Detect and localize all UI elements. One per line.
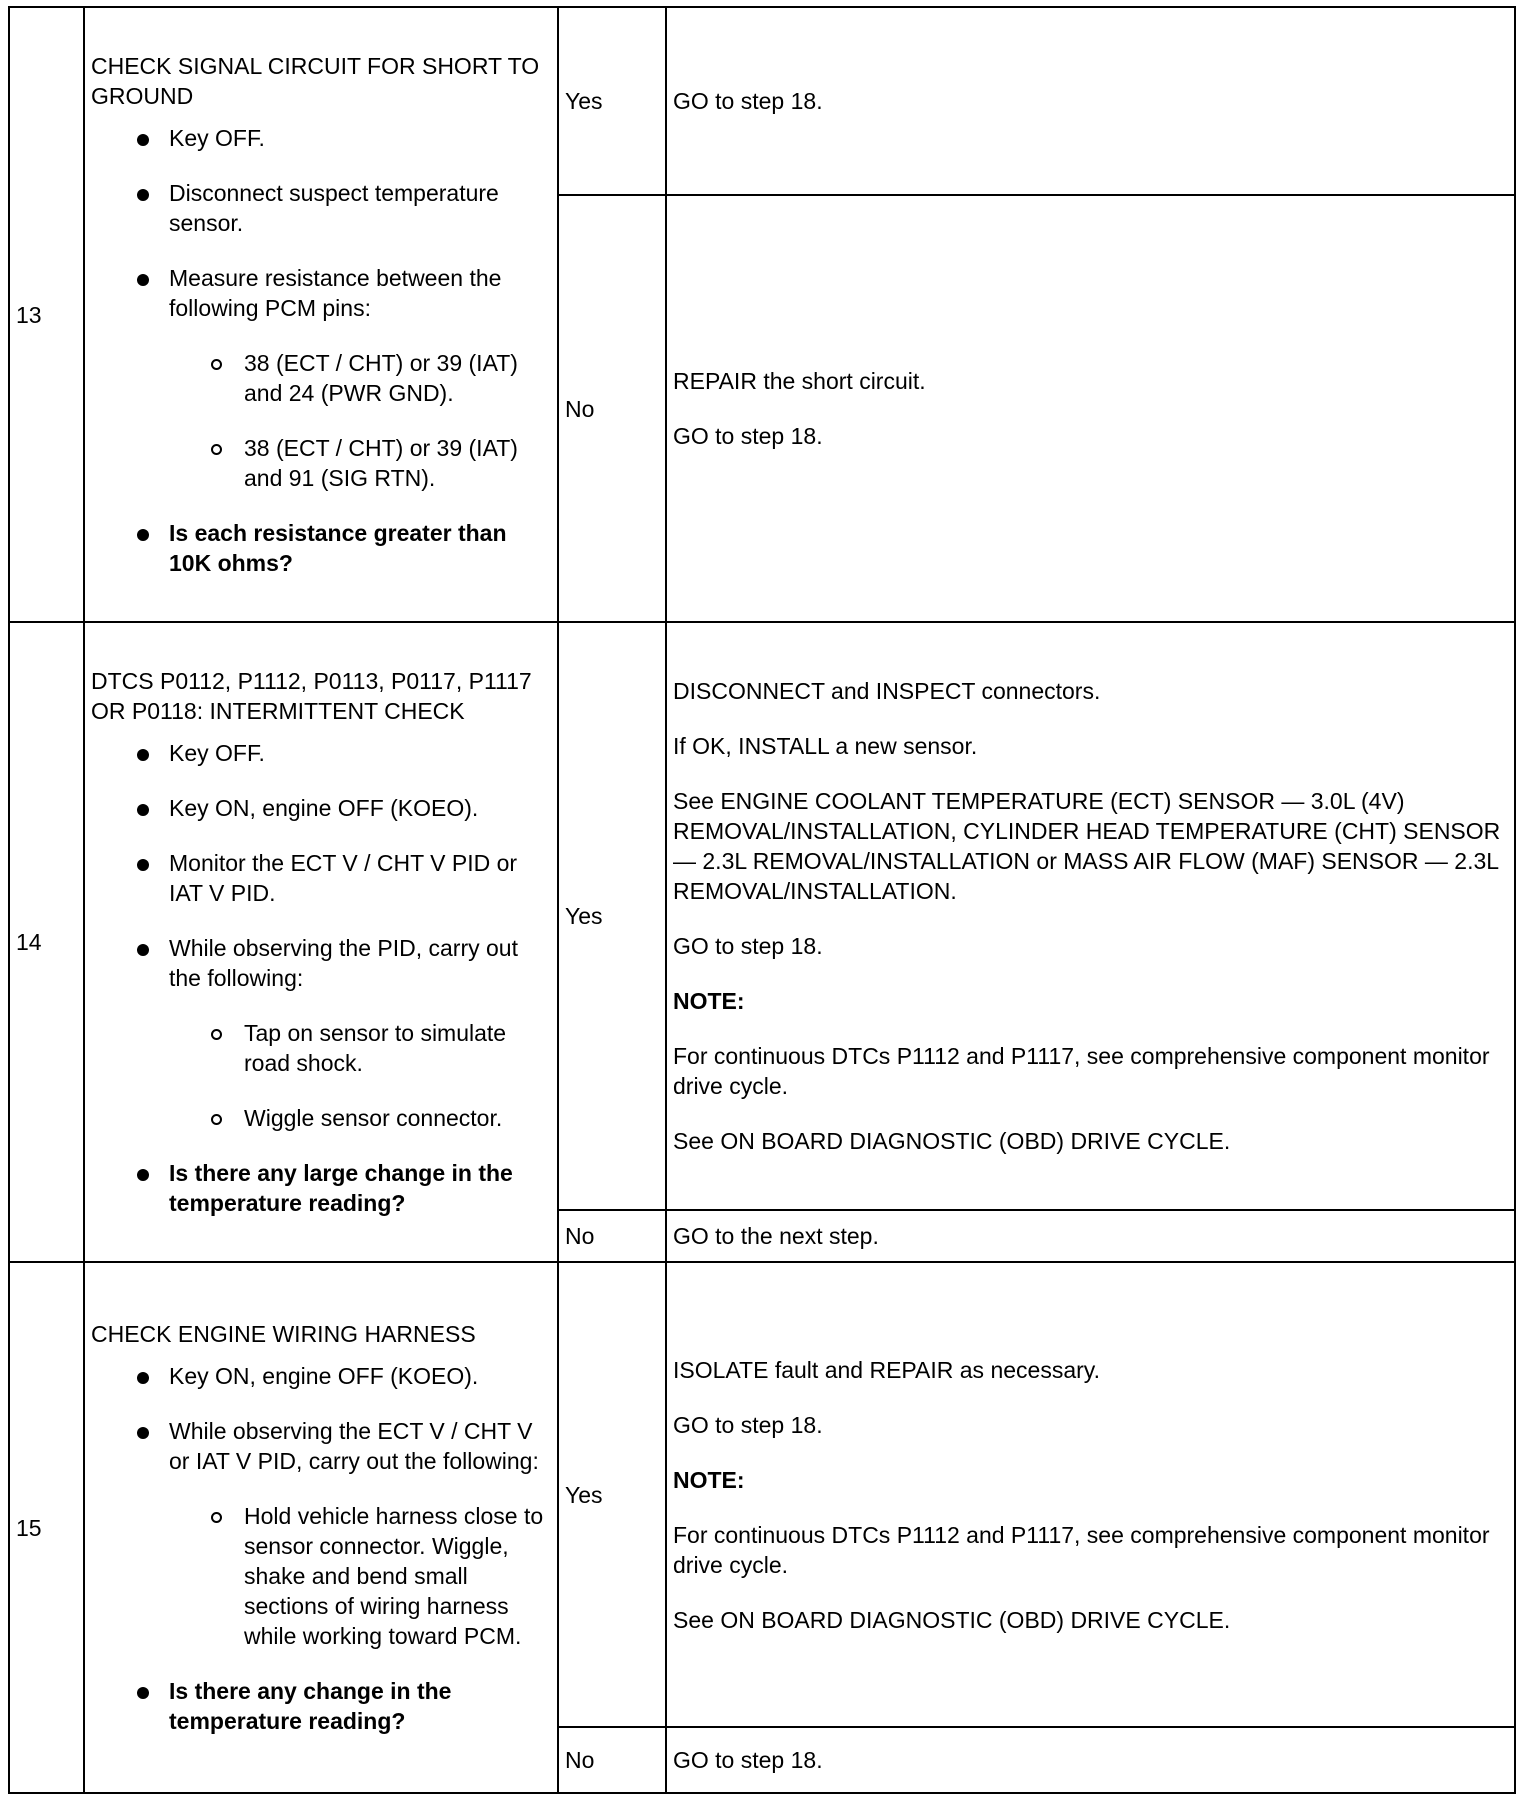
result-yes	[666, 1262, 1515, 1727]
action-item: Key ON, engine OFF (KOEO).	[91, 793, 551, 823]
note-label: NOTE:	[673, 988, 745, 1014]
answer-yes: Yes	[558, 7, 666, 195]
sub-action-item: Tap on sensor to simulate road shock.	[169, 1018, 551, 1078]
action-item: Disconnect suspect temperature sensor.	[91, 178, 551, 238]
step-question: Is there any change in the temperature reading?	[91, 1676, 551, 1736]
note-label: NOTE:	[673, 1466, 745, 1493]
sub-action-list	[169, 1018, 551, 1133]
answer-yes: Yes	[558, 622, 666, 1210]
result-line: DISCONNECT and INSPECT connectors.	[673, 678, 1101, 704]
result-no	[666, 1727, 1515, 1793]
action-item: Key OFF.	[91, 738, 551, 768]
sub-action-item: 38 (ECT / CHT) or 39 (IAT) and 24 (PWR GND).	[169, 348, 551, 408]
sub-action-item: 38 (ECT / CHT) or 39 (IAT) and 91 (SIG RTN).	[169, 433, 551, 493]
sub-action-list	[169, 348, 551, 493]
note-line: See ON BOARD DIAGNOSTIC (OBD) DRIVE CYCLE.	[673, 1128, 1231, 1154]
step-14-yes-row	[9, 622, 1515, 1210]
result-line: GO to step 18.	[673, 88, 823, 114]
result-yes	[666, 7, 1515, 195]
note-line: See ON BOARD DIAGNOSTIC (OBD) DRIVE CYCLE.	[673, 1606, 1231, 1633]
step-title: CHECK ENGINE WIRING HARNESS	[91, 1321, 476, 1347]
action-item: While observing the PID, carry out the following: Tap on sensor to simulate road shock. Wiggle sensor connector.	[91, 933, 551, 1133]
action-item: Monitor the ECT V / CHT V PID or IAT V PID.	[91, 848, 551, 908]
result-line: See ENGINE COOLANT TEMPERATURE (ECT) SENSOR — 3.0L (4V) REMOVAL/INSTALLATION, CYLINDER HEAD TEMPERATURE (CHT) SENSOR — 2.3L REMOVAL/INSTALLATION or MASS AIR FLOW (MAF) SENSOR — 2.3L REMOVAL/INSTALLATION.	[673, 788, 1501, 904]
diagnostic-steps-table	[8, 6, 1516, 1794]
step-actions	[84, 622, 558, 1262]
step-number: 15	[9, 1262, 84, 1793]
result-line: GO to the next step.	[673, 1223, 879, 1249]
result-line: GO to step 18.	[673, 933, 823, 959]
sub-action-item: Hold vehicle harness close to sensor connector. Wiggle, shake and bend small sections of wiring harness while working toward PCM.	[169, 1501, 551, 1651]
result-line: REPAIR the short circuit.	[673, 368, 926, 394]
answer-no: No	[558, 195, 666, 622]
note-line: For continuous DTCs P1112 and P1117, see comprehensive component monitor drive cycle.	[673, 1043, 1490, 1099]
step-13-yes-row	[9, 7, 1515, 195]
step-question: Is each resistance greater than 10K ohms?	[91, 518, 551, 578]
step-number: 14	[9, 622, 84, 1262]
result-line: If OK, INSTALL a new sensor.	[673, 733, 978, 759]
diagnostic-page	[8, 6, 1514, 1788]
action-item: Measure resistance between the following PCM pins: 38 (ECT / CHT) or 39 (IAT) and 24 (PWR GND). 38 (ECT / CHT) or 39 (IAT) and 91 (SIG RTN).	[91, 263, 551, 493]
answer-no: No	[558, 1210, 666, 1262]
step-number: 13	[9, 7, 84, 622]
step-15-yes-row	[9, 1262, 1515, 1727]
step-question: Is there any large change in the temperature reading?	[91, 1158, 551, 1218]
action-list	[91, 1361, 551, 1736]
sub-action-item: Wiggle sensor connector.	[169, 1103, 551, 1133]
result-no	[666, 195, 1515, 622]
result-line: GO to step 18.	[673, 1747, 823, 1773]
answer-no: No	[558, 1727, 666, 1793]
result-line: GO to step 18.	[673, 423, 823, 449]
step-title: DTCS P0112, P1112, P0113, P0117, P1117 OR P0118: INTERMITTENT CHECK	[91, 668, 532, 724]
sub-action-list	[169, 1501, 551, 1651]
step-actions	[84, 7, 558, 622]
answer-yes: Yes	[558, 1262, 666, 1727]
result-yes	[666, 622, 1515, 1210]
step-actions	[84, 1262, 558, 1793]
step-title: CHECK SIGNAL CIRCUIT FOR SHORT TO GROUND	[91, 53, 540, 109]
note-line: For continuous DTCs P1112 and P1117, see comprehensive component monitor drive cycle.	[673, 1521, 1490, 1578]
action-item: While observing the ECT V / CHT V or IAT V PID, carry out the following: Hold vehicle harness close to sensor connector. Wiggle, shake and bend small sections of wiring harness while working toward PCM.	[91, 1416, 551, 1651]
result-no	[666, 1210, 1515, 1262]
action-list	[91, 738, 551, 1218]
action-list	[91, 123, 551, 578]
result-line: GO to step 18.	[673, 1411, 823, 1438]
result-line: ISOLATE fault and REPAIR as necessary.	[673, 1356, 1100, 1383]
action-item: Key ON, engine OFF (KOEO).	[91, 1361, 551, 1391]
action-item: Key OFF.	[91, 123, 551, 153]
